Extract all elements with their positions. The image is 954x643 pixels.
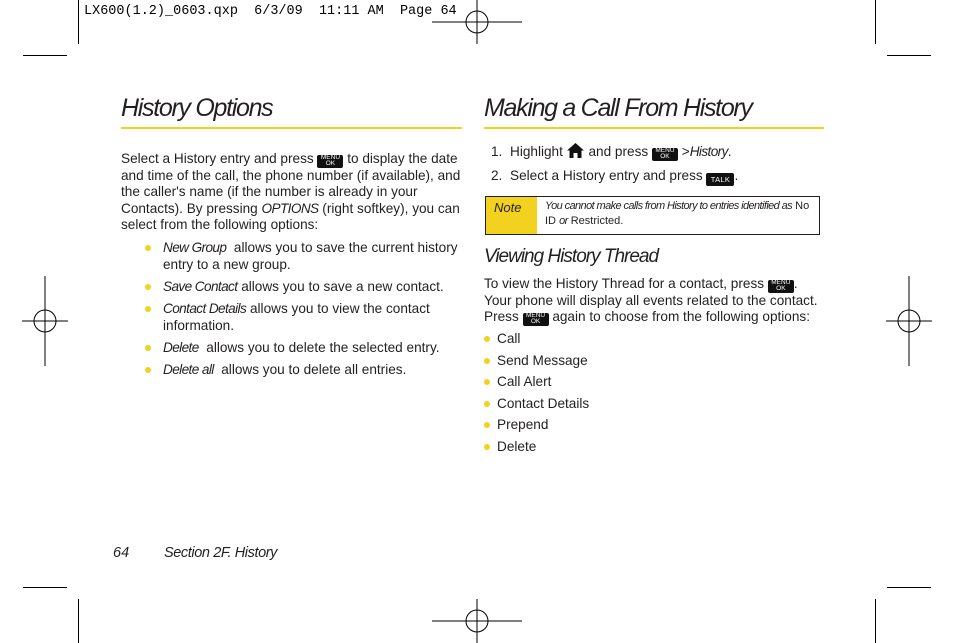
step-term: History <box>689 144 728 159</box>
option-term: Save Contact <box>163 278 238 294</box>
menu-ok-key-icon: MENU OK <box>523 313 549 326</box>
thread-paragraph <box>484 276 824 326</box>
registration-mark-icon <box>886 276 932 366</box>
step-text: Highlight <box>510 144 563 159</box>
menu-ok-key-icon: MENU OK <box>652 148 678 161</box>
section-label: Section 2F. History <box>164 545 278 561</box>
menu-ok-key-icon: MENU OK <box>317 155 343 168</box>
option-term: Delete all <box>163 361 214 377</box>
crop-mark <box>78 599 79 643</box>
intro-options-term: OPTIONS <box>261 200 319 216</box>
note-text <box>545 199 815 228</box>
note-text-part: You cannot make calls from History to entries identified as <box>545 200 793 212</box>
left-heading-rule <box>121 127 462 129</box>
crop-mark <box>875 599 876 643</box>
crop-mark <box>23 587 67 588</box>
option-desc: allows you to delete the selected entry. <box>206 339 440 355</box>
call-steps <box>491 143 738 192</box>
note-end: . <box>620 214 624 227</box>
history-options-list <box>144 240 464 384</box>
crop-mark <box>875 0 876 44</box>
option-desc: allows you to save the current history entry to a new group. <box>163 240 458 272</box>
thread-options-list <box>483 331 783 460</box>
list-item <box>144 279 464 296</box>
registration-mark-icon <box>432 599 522 643</box>
step-number: 1. <box>491 144 503 159</box>
registration-mark-icon <box>22 276 68 366</box>
note-box <box>485 196 820 235</box>
step-item <box>491 143 738 168</box>
option-term: Delete <box>163 339 199 355</box>
list-item <box>144 240 464 273</box>
page-number: 64 <box>113 545 130 561</box>
menu-ok-key-icon: MENU OK <box>768 280 794 293</box>
list-item: Call Alert <box>483 374 783 396</box>
right-heading: Making a Call From History <box>484 94 752 122</box>
step-number: 2. <box>491 167 503 183</box>
crop-mark <box>887 587 931 588</box>
list-item: Delete <box>483 439 783 461</box>
intro-text-3: (right softkey), you can select from the following options: <box>121 200 460 233</box>
note-label: Note <box>486 197 537 234</box>
option-term: New Group <box>163 240 227 255</box>
left-heading: History Options <box>121 94 273 122</box>
note-restricted: Restricted <box>570 214 621 227</box>
talk-key-icon: TALK <box>706 173 734 186</box>
intro-text-1: Select a History entry and press <box>121 151 314 166</box>
crop-mark <box>23 55 67 56</box>
home-icon <box>567 143 585 161</box>
option-desc: allows you to delete all entries. <box>221 361 407 377</box>
step-text: . <box>734 167 739 183</box>
option-term: Contact Details <box>163 300 247 316</box>
list-item: Call <box>483 331 783 353</box>
list-item: Prepend <box>483 417 783 439</box>
registration-mark-icon <box>432 0 522 44</box>
para-text: . Your phone will display all events related to the contact. Press <box>484 276 818 325</box>
option-desc: allows you to view the contact information. <box>163 300 430 333</box>
para-text: again to choose from the following options: <box>552 309 810 325</box>
list-item <box>144 340 464 357</box>
crop-mark <box>887 55 931 56</box>
step-text: . <box>727 144 732 159</box>
para-text: To view the History Thread for a contact, press <box>484 276 765 291</box>
list-item <box>144 301 464 334</box>
list-item: Send Message <box>483 353 783 375</box>
note-or: or <box>559 214 568 227</box>
crop-mark <box>78 0 79 44</box>
option-desc: allows you to save a new contact. <box>241 278 444 294</box>
step-text: > <box>681 144 690 159</box>
step-item <box>491 168 738 193</box>
print-slug: LX600(1.2)_0603.qxp 6/3/09 11:11 AM Page 64 <box>84 4 457 19</box>
list-item <box>144 362 464 379</box>
right-heading-rule <box>484 127 824 129</box>
step-text: and press <box>588 144 649 159</box>
subheading: Viewing History Thread <box>484 246 659 267</box>
list-item: Contact Details <box>483 396 783 418</box>
note-noid: No ID <box>545 200 810 227</box>
step-text: Select a History entry and press <box>510 167 703 183</box>
intro-text-2: to display the date and time of the call, the phone number (if available), and the caller's name (if the number is already in your Contacts). By pressing <box>121 151 461 216</box>
left-intro <box>121 151 462 234</box>
